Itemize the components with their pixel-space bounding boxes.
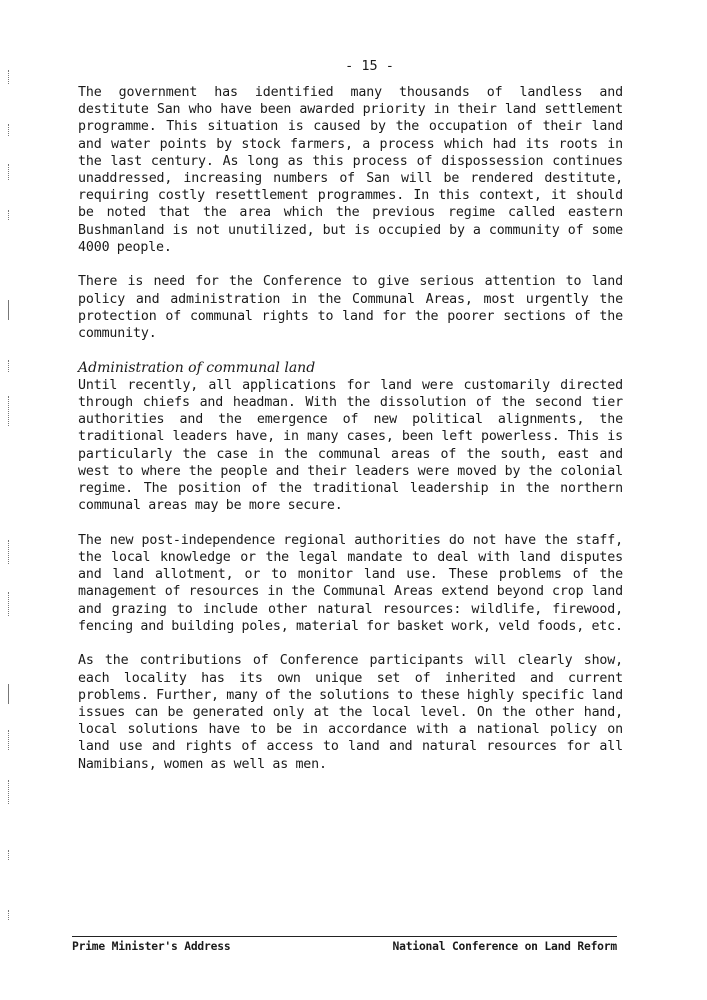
- binding-margin-marks: [8, 60, 28, 940]
- paragraph: As the contributions of Conference participants will clearly show, each locality has its own unique set of inherited and current problems. Further, many of the solutions to these highly specific land issues can be generated only at the local level. On the other hand, local solutions have to be in accordance with a national policy on land use and rights of access to land and natural resources for all Namibians, women as well as men.: [78, 653, 623, 772]
- paragraph: The government has identified many thousands of landless and destitute San who have been awarded priority in their land settlement programme. This situation is caused by the occupation of their land and water points by stock farmers, a process which had its roots in the last century. As long as this process of dispossession continues unaddressed, increasing numbers of San will be rendered destitute, requiring costly resettlement programmes. In this context, it should be noted that the area which the previous regime called eastern Bushmanland is not unutilized, but is occupied by a community of some 4000 people.: [78, 85, 623, 255]
- margin-mark: [8, 730, 21, 750]
- margin-mark: [8, 684, 21, 704]
- footer-right: National Conference on Land Reform: [392, 940, 617, 953]
- margin-mark: [8, 910, 21, 920]
- margin-mark: [8, 210, 21, 220]
- margin-mark: [8, 850, 21, 860]
- margin-mark: [8, 396, 21, 426]
- page-footer: [72, 936, 617, 953]
- margin-mark: [8, 540, 21, 564]
- section-heading: Administration of communal land: [78, 359, 316, 376]
- document-body: [78, 84, 623, 790]
- margin-mark: [8, 780, 21, 804]
- paragraph: Until recently, all applications for land were customarily directed through chiefs and headman. With the dissolution of the second tier authorities and the emergence of new political alignments, the traditional leaders have, in many cases, been left powerless. This is particularly the case in the communal areas of the south, east and west to where the people and their leaders were moved by the colonial regime. The position of the traditional leadership in the northern communal areas may be more secure.: [78, 377, 623, 514]
- footer-left: Prime Minister's Address: [72, 940, 231, 953]
- margin-mark: [8, 360, 21, 372]
- margin-mark: [8, 300, 21, 320]
- margin-mark: [8, 592, 21, 616]
- paragraph: The new post-independence regional authorities do not have the staff, the local knowledge or the legal mandate to deal with land disputes and land allotment, or to monitor land use. These problems of the management of resources in the Communal Areas extend beyond crop land and grazing to include other natural resources: wildlife, firewood, fencing and building poles, material for basket work, veld foods, etc.: [78, 532, 623, 634]
- paragraph: There is need for the Conference to give serious attention to land policy and administration in the Communal Areas, most urgently the protection of communal rights to land for the poorer sections of the community.: [78, 274, 623, 342]
- margin-mark: [8, 124, 21, 136]
- margin-mark: [8, 164, 21, 180]
- page-number: - 15 -: [345, 58, 394, 74]
